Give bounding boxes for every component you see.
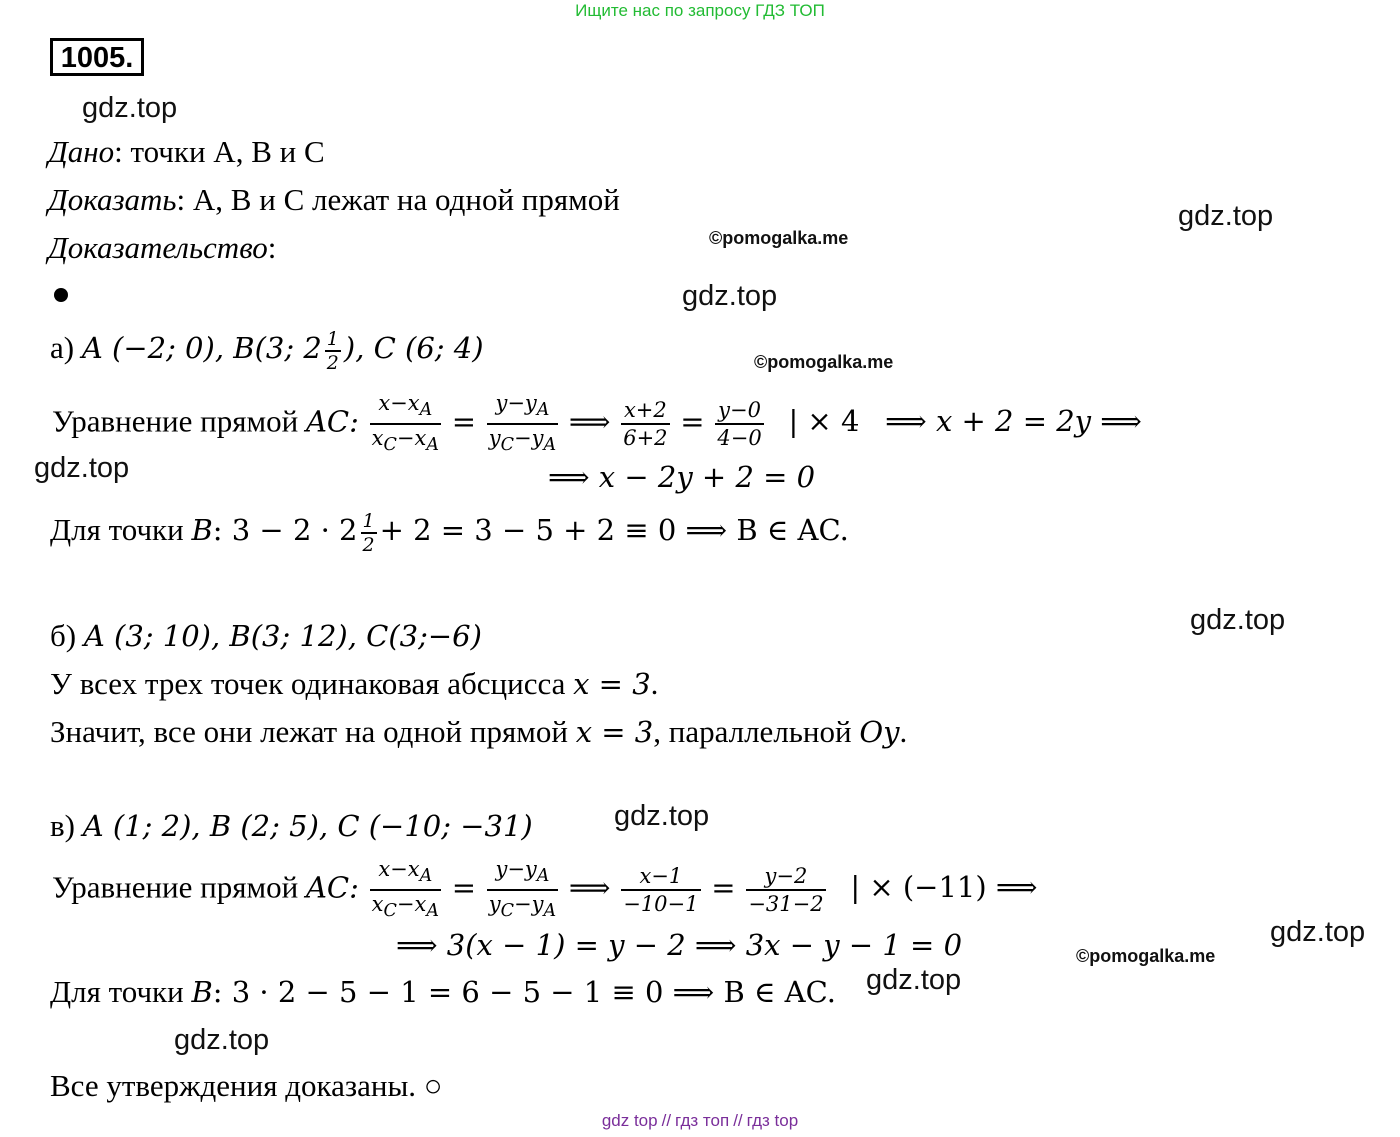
proof-line [48, 230, 276, 266]
part-c-points: в) A (1; 2), B (2; 5), C (−10; −31) [50, 808, 533, 843]
equation-ac: AC: [305, 404, 359, 439]
fraction-one-half: $\frac{1}{2}$ [326, 328, 339, 374]
part-b-line1: У всех трех точек одинаковая абсцисса x = 3. [50, 666, 659, 701]
fraction-y-values: $\frac{y-2}{-31-2}$ [748, 864, 824, 917]
part-c-check: Для точки B: 3 · 2 − 5 − 1 = 6 − 5 − 1 ≡ 0 ⟹ B ∈ AC. [50, 974, 836, 1009]
given-label: Дано [48, 134, 115, 169]
watermark: gdz.top [1270, 916, 1366, 948]
footer-link-2[interactable]: гдз топ [675, 1111, 730, 1130]
watermark: gdz.top [174, 1024, 270, 1056]
prove-text: : A, B и C лежат на одной прямой [176, 182, 620, 217]
watermark: gdz.top [866, 964, 962, 996]
part-c-equation-result: ⟹ 3(x − 1) = y − 2 ⟹ 3x − y − 1 = 0 [396, 928, 963, 962]
part-c-line-equation: Уравнение прямой AC: $\frac{x-x_A}{x_C-x_A}$ = $\frac{y-y_A}{y_C-y_A}$ ⟹ $\frac{x-1}{-10-1}$ = $\frac{y-2}{-31-2}$ | × (−11) ⟹ [52, 856, 1037, 924]
proof-colon: : [267, 230, 277, 265]
part-a-check: Для точки B: 3 − 2 · 2 $\frac{1}{2}$ + 2 = 3 − 5 + 2 ≡ 0 ⟹ B ∈ AC. [50, 510, 849, 556]
top-banner: Ищите нас по запросу ГДЗ ТОП [575, 1, 825, 20]
copyright-mark: ©pomogalka.me [1076, 946, 1216, 966]
footer-links: gdz top // гдз топ // гдз top [601, 1111, 799, 1130]
part-b-points: б) A (3; 10), B(3; 12), C(3;−6) [50, 618, 482, 653]
watermark: gdz.top [34, 452, 130, 484]
part-a-line-equation: Уравнение прямой AC: $\frac{x-x_A}{x_C-x_A}$ = $\frac{y-y_A}{y_C-y_A}$ ⟹ $\frac{x+2}{6+2}$ = $\frac{y-0}{4-0}$ | × 4 ⟹ x + 2 = 2y ⟹ [52, 390, 1142, 458]
equation-label: Уравнение прямой [52, 403, 306, 439]
part-a-points [50, 328, 484, 374]
watermark: gdz.top [614, 800, 710, 832]
copyright-mark: ©pomogalka.me [754, 352, 894, 372]
fraction-x-values: $\frac{x-1}{-10-1}$ [623, 864, 699, 917]
part-a-points-end: ), C (6; 4) [343, 331, 484, 366]
given-line [48, 134, 325, 170]
part-a-equation-result: ⟹ x − 2y + 2 = 0 [548, 460, 816, 494]
bullet-point [54, 288, 68, 302]
fraction-y: $\frac{y-y_A}{y_C-y_A}$ [487, 856, 558, 924]
fraction-x: $\frac{x-x_A}{x_C-x_A}$ [370, 390, 441, 458]
copyright-mark: ©pomogalka.me [709, 228, 849, 248]
part-b-line2: Значит, все они лежат на одной прямой x = 3, параллельной Oy. [50, 714, 908, 749]
watermark: gdz.top [1178, 200, 1274, 232]
fraction-y: $\frac{y-y_A}{y_C-y_A}$ [487, 390, 558, 458]
watermark: gdz.top [682, 280, 778, 312]
part-a-label: а) [50, 330, 75, 366]
fraction-y-values: $\frac{y-0}{4-0}$ [717, 398, 762, 451]
fraction-one-half: $\frac{1}{2}$ [362, 510, 375, 556]
fraction-x: $\frac{x-x_A}{x_C-x_A}$ [370, 856, 441, 924]
prove-line [48, 182, 620, 218]
watermark: gdz.top [82, 92, 178, 124]
conclusion: Все утверждения доказаны. ○ [50, 1068, 443, 1103]
problem-number: 1005. [50, 38, 144, 76]
footer-link-1[interactable]: gdz top [601, 1111, 658, 1130]
prove-label: Доказать [48, 182, 177, 217]
footer-link-3[interactable]: гдз top [746, 1111, 799, 1130]
proof-label: Доказательство [48, 230, 268, 265]
watermark: gdz.top [1190, 604, 1286, 636]
part-a-points-text: A (−2; 0), B(3; 2 [81, 331, 322, 366]
fraction-x-values: $\frac{x+2}{6+2}$ [623, 398, 668, 451]
given-text: : точки A, B и C [114, 134, 325, 169]
